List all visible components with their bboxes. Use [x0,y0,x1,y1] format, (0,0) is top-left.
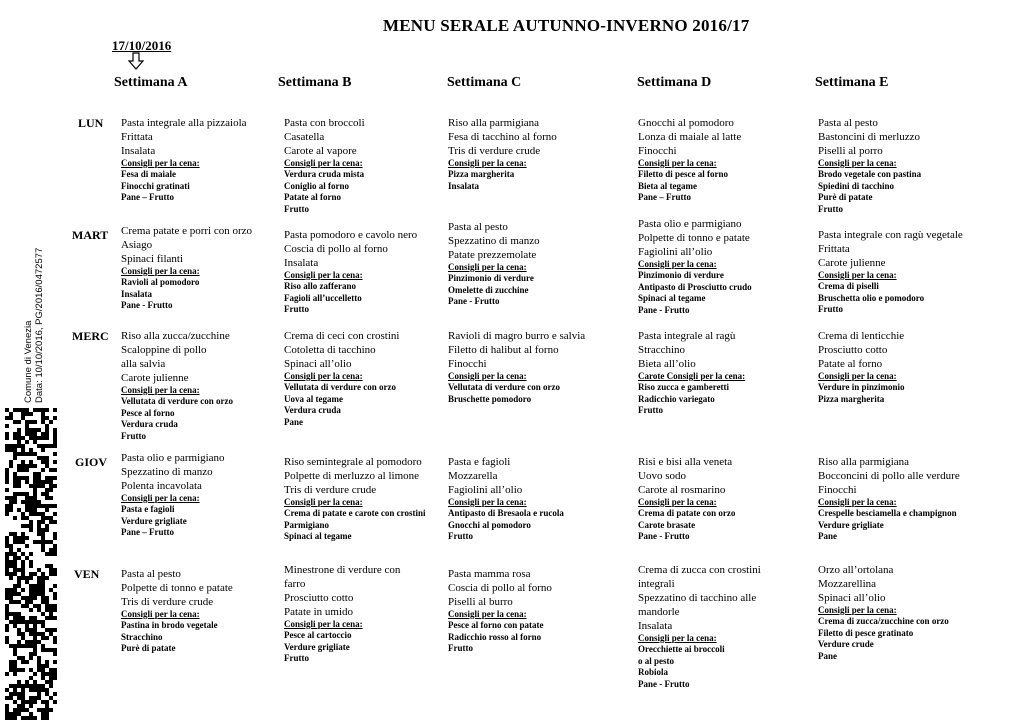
dinner-suggestion: Uova al tegame [284,393,343,404]
dinner-suggestion: Pane – Frutto [121,527,174,537]
menu-cell-lun-d [638,116,816,204]
dinner-suggestion: Robiola [638,667,669,677]
dish-line: Crema di ceci con crostini [284,330,400,342]
dinner-tips-heading: Consigli per la cena: [121,385,200,395]
menu-cell-giov-e [818,455,996,543]
barcode-strip [5,408,57,720]
dish-line: Carote julienne [818,257,886,269]
dinner-suggestion: Omelette di zucchine [448,284,529,295]
dish-line: alla salvia [121,358,166,370]
dinner-suggestion: Pesce al forno [121,407,175,418]
dinner-suggestion: Parmigiano [284,519,329,530]
dinner-suggestion: Bruschetta olio e pomodoro [818,292,925,303]
dish-line: Riso alla zucca/zucchine [121,330,230,342]
dinner-suggestion: Pasta e fagioli [121,504,175,514]
dinner-suggestion: Verdure in pinzimonio [818,382,905,392]
menu-cell-ven-e [818,563,996,662]
dinner-suggestion: Verdure grigliate [121,515,187,526]
dinner-suggestion: Pinzimonio di verdure [448,273,534,283]
menu-cell-mart-d [638,217,816,316]
dish-line: Mozzarella [448,470,498,482]
dinner-suggestion: Verdure grigliate [818,519,884,530]
dinner-suggestion: Filetto di pesce gratinato [818,627,914,638]
dinner-tips-heading: Consigli per la cena: [448,262,527,272]
menu-cell-mart-c [448,220,626,308]
dinner-suggestion: Bruschette pomodoro [448,393,532,404]
dish-line: Crema di zucca con crostini [638,564,761,576]
dinner-suggestion: Pane [818,531,837,541]
dish-line: Finocchi [638,145,677,157]
dinner-suggestion: Spiedini di tacchino [818,180,895,191]
dish-line: Risi e bisi alla veneta [638,456,733,468]
dish-line: Pasta mamma rosa [448,568,531,580]
dish-line: Cotoletta di tacchino [284,344,376,356]
dish-line: Filetto di halibut al forno [448,344,559,356]
dish-line: Crema patate e porri con orzo [121,225,253,237]
day-label-merc: MERC [72,329,109,343]
dish-line: farro [284,578,306,590]
dish-line: Insalata [638,620,673,632]
dish-line: Patate al forno [818,358,883,370]
dish-line: Prosciutto cotto [284,592,354,604]
menu-cell-lun-a [121,116,299,204]
dish-line: Fagiolini all’olio [638,246,713,258]
down-arrow-icon [128,52,144,70]
dish-line: mandorle [638,606,680,618]
day-label-ven: VEN [74,567,100,581]
dinner-suggestion: Riso zucca e gamberetti [638,382,730,392]
dinner-suggestion: Insalata [448,180,480,191]
dinner-suggestion: Verdura cruda [284,405,341,415]
dinner-suggestion: Spinaci al tegame [638,293,706,303]
dinner-suggestion: Filetto di pesce al forno [638,169,728,179]
dinner-suggestion: Pane [818,650,837,661]
week-header-a: Settimana A [114,75,188,90]
dinner-tips-heading: Consigli per la cena: [121,493,200,503]
dish-line: Pasta pomodoro e cavolo nero [284,229,418,241]
dinner-suggestion: Gnocchi al pomodoro [448,519,531,530]
protocol-stamp [22,240,48,405]
dish-line: Gnocchi al pomodoro [638,117,734,129]
dish-line: Mozzarellina [818,578,877,590]
menu-cell-ven-b [284,563,462,665]
dinner-suggestion: Ravioli al pomodoro [121,277,200,287]
dinner-suggestion: Crema di piselli [818,281,879,291]
dish-line: Fagiolini all’olio [448,484,523,496]
dish-line: Pasta integrale con ragù vegetale [818,229,963,241]
dinner-suggestion: Purè di patate [818,192,873,202]
menu-cell-ven-c [448,567,626,655]
menu-cell-giov-a [121,451,299,539]
dish-line: Pasta al pesto [448,221,508,233]
menu-cell-merc-b [284,329,462,428]
dish-line: Coscia di pollo al forno [284,243,388,255]
dish-line: Prosciutto cotto [818,344,888,356]
dinner-suggestion: Frutto [448,643,473,653]
dinner-suggestion: Frutto [638,405,663,415]
dinner-suggestion: Finocchi gratinati [121,180,190,191]
dinner-tips-heading: Consigli per la cena: [638,158,717,168]
menu-cell-giov-c [448,455,626,543]
dinner-tips-heading: Consigli per la cena: [818,158,897,168]
dish-line: Pasta olio e parmigiano [121,452,225,464]
week-header-d: Settimana D [637,75,712,90]
dish-line: Fesa di tacchino al forno [448,131,557,143]
dish-line: Lonza di maiale al latte [638,131,742,143]
dinner-suggestion: Brodo vegetale con pastina [818,169,922,179]
dish-line: Orzo all’ortolana [818,564,894,576]
dinner-suggestion: Pane - Frutto [638,531,690,541]
dish-line: Casatella [284,131,325,143]
week-header-c: Settimana C [447,75,522,90]
dish-line: Scaloppine di pollo [121,344,207,356]
dinner-tips-heading: Consigli per la cena: [638,497,717,507]
dinner-suggestion: Vellutata di verdure con orzo [121,396,233,406]
dish-line: Spezzatino di manzo [121,466,213,478]
dinner-suggestion: Frutto [818,304,843,314]
dish-line: Pasta e fagioli [448,456,511,468]
dinner-suggestion: Pesce al cartoccio [284,630,352,640]
dinner-tips-heading: Consigli per la cena: [448,158,527,168]
menu-cell-giov-b [284,455,462,543]
dinner-suggestion: Antipasto di Prosciutto crudo [638,281,752,292]
dinner-tips-heading: Consigli per la cena: [818,497,897,507]
dish-line: Bocconcini di pollo alle verdure [818,470,960,482]
dish-line: Patate in umido [284,606,354,618]
menu-cell-mart-a [121,224,299,312]
week-header-b: Settimana B [278,75,352,90]
dinner-suggestion: Coniglio al forno [284,180,350,191]
week-header-e: Settimana E [815,75,889,90]
dinner-suggestion: Pinzimonio di verdure [638,270,724,280]
dinner-tips-heading: Consigli per la cena: [284,371,363,381]
dinner-tips-heading: Consigli per la cena: [448,371,527,381]
dish-line: Pasta al pesto [818,117,878,129]
dish-line: Riso semintegrale al pomodoro [284,456,422,468]
protocol-line-1: Comune di Venezia [23,320,34,403]
dinner-tips-heading: Consigli per la cena: [448,497,527,507]
dish-line: Finocchi [448,358,487,370]
dinner-suggestion: Verdure grigliate [284,641,350,652]
dinner-suggestion: Pane – Frutto [121,192,174,202]
dinner-suggestion: Orecchiette ai broccoli [638,644,725,654]
dinner-tips-heading: Consigli per la cena: [818,605,897,615]
dish-line: Insalata [121,145,156,157]
menu-cell-lun-b [284,116,462,215]
menu-cell-merc-d [638,329,816,417]
dinner-suggestion: Radicchio variegato [638,393,715,404]
dinner-suggestion: Frutto [818,203,843,214]
dish-line: integrali [638,578,675,590]
menu-cell-merc-c [448,329,626,405]
dinner-suggestion: Pane – Frutto [638,192,691,202]
day-label-lun: LUN [78,116,104,130]
dinner-suggestion: Pane - Frutto [121,300,173,310]
day-label-giov: GIOV [75,455,108,469]
dish-line: Crema di lenticchie [818,330,905,342]
dinner-tips-heading: Consigli per la cena: [638,259,717,269]
dish-line: Pasta con broccoli [284,117,365,129]
dinner-suggestion: Riso allo zafferano [284,281,356,291]
dish-line: Uovo sodo [638,470,686,482]
day-label-mart: MART [72,228,109,242]
dish-line: Riso alla parmigiana [818,456,910,468]
dish-line: Pasta olio e parmigiano [638,218,742,230]
dinner-suggestion: Verdura cruda mista [284,169,365,179]
dinner-suggestion: Fagioli all’uccelletto [284,292,362,303]
dinner-suggestion: Pane - Frutto [638,678,690,689]
dinner-suggestion: o al pesto [638,655,674,666]
dish-line: Minestrone di verdure con [284,564,401,576]
dish-line: Spinaci filanti [121,253,184,265]
dinner-tips-heading: Consigli per la cena: [121,609,200,619]
dinner-suggestion: Pastina in brodo vegetale [121,620,218,630]
dish-line: Spezzatino di manzo [448,235,540,247]
menu-cell-merc-e [818,329,996,405]
dish-line: Riso alla parmigiana [448,117,540,129]
dinner-suggestion: Pane - Frutto [638,304,690,315]
dish-line: Polpette di tonno e patate [121,582,233,594]
dinner-tips-heading: Consigli per la cena: [121,158,200,168]
dinner-tips-heading: Consigli per la cena: [448,609,527,619]
dinner-suggestion: Frutto [284,203,309,214]
menu-cell-ven-a [121,567,299,655]
dinner-suggestion: Bieta al tegame [638,180,697,191]
dish-line: Insalata [284,257,319,269]
menu-cell-ven-d [638,563,816,690]
dinner-tips-heading: Consigli per la cena: [121,266,200,276]
dinner-suggestion: Pane - Frutto [448,296,500,306]
page-title: MENU SERALE AUTUNNO-INVERNO 2016/17 [383,16,750,35]
dish-line: Finocchi [818,484,857,496]
dinner-tips-heading: Consigli per la cena: [638,633,717,643]
dish-line: Frittata [121,131,153,143]
dish-line: Tris di verdure crude [284,484,377,496]
dinner-tips-heading: Consigli per la cena: [284,270,363,280]
dinner-tips-heading: Consigli per la cena: [284,497,363,507]
current-date: 17/10/2016 [112,38,172,53]
dish-line: Piselli al porro [818,145,883,157]
dish-line: Bastoncini di merluzzo [818,131,921,143]
menu-cell-mart-e [818,228,996,316]
dinner-suggestion: Stracchino [121,631,163,642]
dinner-suggestion: Radicchio rosso al forno [448,631,542,642]
dinner-suggestion: Patate al forno [284,192,341,202]
menu-cell-lun-e [818,116,996,215]
menu-cell-lun-c [448,116,626,192]
dinner-suggestion: Frutto [284,304,309,314]
dinner-suggestion: Pane [284,416,303,427]
dish-line: Carote al vapore [284,145,357,157]
dinner-suggestion: Frutto [448,531,473,541]
dish-line: Ravioli di magro burro e salvia [448,330,586,342]
dinner-suggestion: Frutto [284,653,309,663]
dinner-suggestion: Crema di zucca/zucchine con orzo [818,616,949,626]
dinner-suggestion: Verdure crude [818,639,874,649]
dinner-suggestion: Insalata [121,288,153,299]
dinner-suggestion: Pesce al forno con patate [448,620,544,630]
dish-line: Carote julienne [121,372,189,384]
dinner-tips-heading: Consigli per la cena: [818,371,897,381]
dish-line: Polenta incavolata [121,480,202,492]
dish-line: Polpette di merluzzo al limone [284,470,420,482]
dinner-suggestion: Spinaci al tegame [284,531,352,541]
dinner-tips-heading: Consigli per la cena: [818,270,897,280]
dish-line: Carote al rosmarino [638,484,726,496]
dish-line: Polpette di tonno e patate [638,232,750,244]
dish-line: Bieta all’olio [638,358,696,370]
dinner-tips-heading: Consigli per la cena: [284,158,363,168]
dinner-suggestion: Crema di patate e carote con crostini [284,508,426,518]
dish-line: Coscia di pollo al forno [448,582,552,594]
dish-line: Spinaci all’olio [284,358,352,370]
dinner-suggestion: Fesa di maiale [121,169,176,179]
dinner-suggestion: Antipasto di Bresaola e rucola [448,508,564,518]
dinner-suggestion: Pizza margherita [818,393,885,404]
dinner-suggestion: Crema di patate con orzo [638,508,736,518]
dinner-suggestion: Crespelle besciamella e champignon [818,508,957,518]
menu-cell-merc-a [121,329,299,442]
dish-line: Piselli al burro [448,596,513,608]
dish-line: Pasta integrale alla pizzaiola [121,117,247,129]
dinner-suggestion: Carote brasate [638,519,696,530]
dish-line: Stracchino [638,344,686,356]
dinner-suggestion: Vellutata di verdure con orzo [448,382,560,392]
dinner-tips-heading: Consigli per la cena: [284,619,363,629]
protocol-line-2: Data: 10/10/2016, PG/2016/0472577 [34,247,45,403]
menu-cell-mart-b [284,228,462,316]
dinner-suggestion: Purè di patate [121,643,176,653]
menu-cell-giov-d [638,455,816,543]
dinner-suggestion: Pizza margherita [448,169,515,179]
dish-line: Patate prezzemolate [448,249,537,261]
dish-line: Spinaci all’olio [818,592,886,604]
dinner-tips-heading: Carote Consigli per la cena: [638,371,746,381]
dish-line: Tris di verdure crude [448,145,541,157]
dish-line: Pasta integrale al ragù [638,330,736,342]
dish-line: Asiago [121,239,153,251]
dish-line: Tris di verdure crude [121,596,214,608]
dish-line: Frittata [818,243,850,255]
dish-line: Spezzatino di tacchino alle [638,592,757,604]
dinner-suggestion: Frutto [121,430,146,441]
dinner-suggestion: Vellutata di verdure con orzo [284,382,396,392]
dinner-suggestion: Verdura cruda [121,419,178,429]
dish-line: Pasta al pesto [121,568,181,580]
